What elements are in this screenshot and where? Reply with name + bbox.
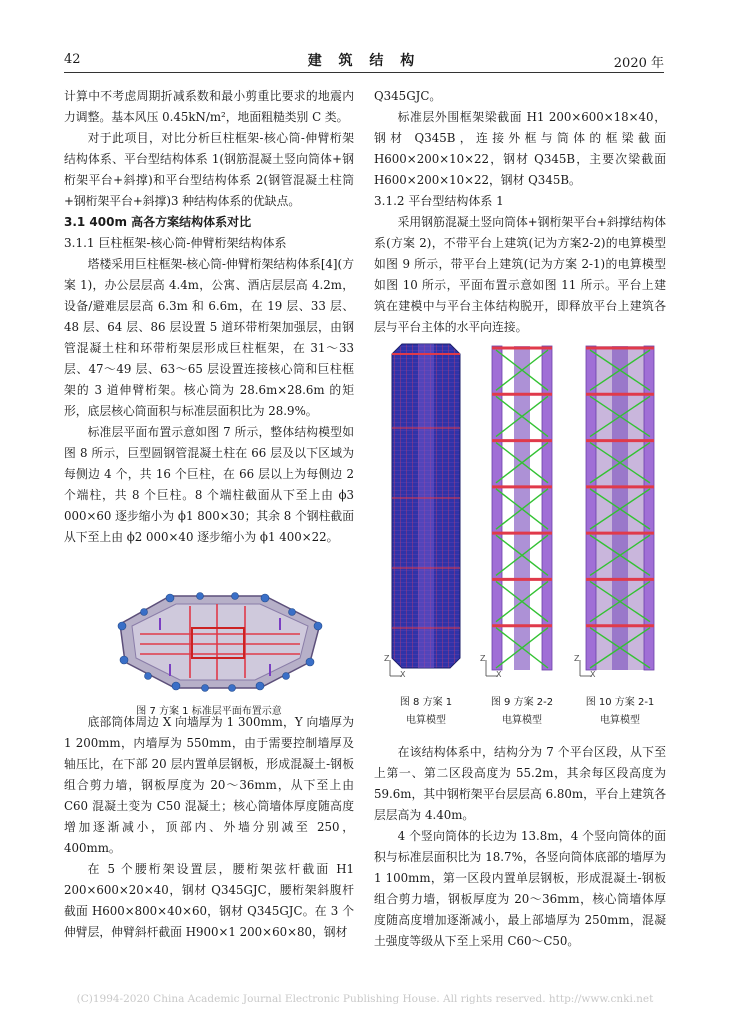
left-column-bottom	[64, 712, 354, 943]
section-heading: 3.1 400m 高各方案结构体系对比	[64, 215, 252, 229]
journal-title: 建 筑 结 构	[307, 53, 421, 69]
paragraph: 标准层平面布置示意如图 7 所示，整体结构模型如图 8 所示，巨型圆钢管混凝土柱在 66 层及以下区域为每侧边 4 个，共 16 个巨柱，在 66 层以上为每侧边 2 个端柱，共 8 个巨柱。8 个端柱截面从下至上由 ϕ3 000×60 逐步缩小为 ϕ1 800×30；其余 8 个钢柱截面从下至上由 ϕ2 000×40 逐步缩小为 ϕ1 400×22。	[64, 425, 354, 544]
paragraph: 在该结构体系中，结构分为 7 个平台区段，从下至上第一、第二区段高度为 55.2m，其余每区段高度为 59.6m，其中钢桁架平台层层高 6.80m，平台上建筑各层层高为 4.40m。	[374, 745, 666, 822]
right-column-top	[374, 86, 666, 338]
paragraph: 标准层外围框架梁截面 H1 200×600×18×40，钢材 Q345B，连接外框与筒体的框梁截面 H600×200×10×22，钢材 Q345B，主要次梁截面 H600×200×10×22，钢材 Q345B。	[374, 110, 666, 187]
figure-9-caption-line2: 电算模型	[502, 715, 542, 726]
paragraph: 采用钢筋混凝土竖向筒体+钢桁架平台+斜撑结构体系(方案 2)，不带平台上建筑(记为方案2-2)的电算模型如图 9 所示，带平台上建筑(记为方案 2-1)的电算模型如图 10 所示，平面布置示意如图 11 所示。平台上建筑在建模中与平台主体结构脱开，即释放平台上建筑各层与平台主体的水平向连接。	[374, 215, 666, 334]
figure-9-model	[484, 338, 560, 680]
right-column-bottom	[374, 742, 666, 952]
figure-10-caption-line1: 图 10 方案 2-1	[585, 697, 655, 708]
left-column-top	[64, 86, 354, 548]
figure-10-model	[578, 338, 662, 680]
paragraph: 在 5 个腰桁架设置层，腰桁架弦杆截面 H1 200×600×20×40，钢材 Q345GJC，腰桁架斜腹杆截面 H600×800×40×60，钢材 Q345GJC。在 3 个伸臂层，伸臂斜杆截面 H900×1 200×60×80，钢材	[64, 862, 354, 939]
page-number: 42	[64, 52, 81, 67]
paragraph: 对于此项目，对比分析巨柱框架-核心筒-伸臂桁架结构体系、平台型结构体系 1(钢筋混凝土竖向筒体+钢桁架平台+斜撑)和平台型结构体系 2(钢管混凝土柱筒+钢桁架平台+斜撑)3 种结构体系的优缺点。	[64, 131, 354, 208]
subsection-heading: 3.1.2 平台型结构体系 1	[374, 194, 504, 208]
figure-8-caption-line1: 图 8 方案 1	[399, 697, 453, 708]
figure-10-caption	[570, 694, 670, 730]
figure-8-caption	[376, 694, 476, 730]
running-header	[64, 50, 664, 72]
paragraph: Q345GJC。	[374, 89, 442, 103]
figure-9-caption	[472, 694, 572, 730]
paragraph: 底部筒体周边 X 向墙厚为 1 300mm，Y 向墙厚为 1 200mm，内墙厚为 550mm，由于需要控制墙厚及轴压比，在下部 20 层内置单层钢板，形成混凝土-钢板组合剪力墙，钢板厚度为 20～36mm，从下至上由 C60 混凝土变为 C50 混凝土；核心筒墙体厚度随高度增加逐渐减小，顶部内、外墙分别减至 250，400mm。	[64, 715, 354, 855]
subsection-heading: 3.1.1 巨柱框架-核心筒-伸臂桁架结构体系	[64, 236, 287, 250]
x-axis-label: X	[496, 670, 502, 679]
copyright-footer: (C)1994-2020 China Academic Journal Electronic Publishing House. All rights reserved. http://www.cnki.net	[76, 993, 654, 1005]
figure-7-caption: 图 7 方案 1 标准层平面布置示意	[136, 706, 282, 717]
z-axis-label: Z	[480, 654, 486, 663]
z-axis-label: Z	[384, 654, 390, 663]
paragraph: 塔楼采用巨柱框架-核心筒-伸臂桁架结构体系[4](方案 1)，办公层层高 4.4m，公寓、酒店层层高 4.2m，设备/避难层层高 6.3m 和 6.6m，在 19 层、33 层、48 层、64 层、86 层设置 5 道环带桁架加强层，由钢管混凝土柱和环带桁架层形成巨柱框架，在 31～33 层、47～49 层、63～65 层设置连接核心筒和巨柱框架的 3 道伸臂桁架。核心筒为 28.6m×28.6m 的矩形，底层核心筒面积与标准层面积比为 28.9%。	[64, 257, 354, 418]
figure-8-model	[388, 338, 464, 680]
x-axis-label: X	[400, 670, 406, 679]
paragraph: 4 个竖向筒体的长边为 13.8m，4 个竖向筒体的面积与标准层面积比为 18.7%，各竖向筒体底部的墙厚为 1 100mm，第一区段内置单层钢板，形成混凝土-钢板组合剪力墙，钢板厚度为 20～36mm，核心筒墙体厚度随高度增加逐渐减小，最上部墙厚为 250mm，混凝土强度等级从下至上采用 C60～C50。	[374, 829, 666, 948]
figure-8-caption-line2: 电算模型	[406, 715, 446, 726]
header-rule	[64, 72, 664, 73]
paragraph: 计算中不考虑周期折减系数和最小剪重比要求的地震内力调整。基本风压 0.45kN/m²，地面粗糙类别 C 类。	[64, 89, 354, 124]
issue-year: 2020 年	[613, 56, 664, 71]
x-axis-label: X	[590, 670, 596, 679]
figure-7-floor-plan	[100, 584, 334, 696]
figure-10-caption-line2: 电算模型	[600, 715, 640, 726]
z-axis-label: Z	[574, 654, 580, 663]
figure-9-caption-line1: 图 9 方案 2-2	[490, 697, 554, 708]
